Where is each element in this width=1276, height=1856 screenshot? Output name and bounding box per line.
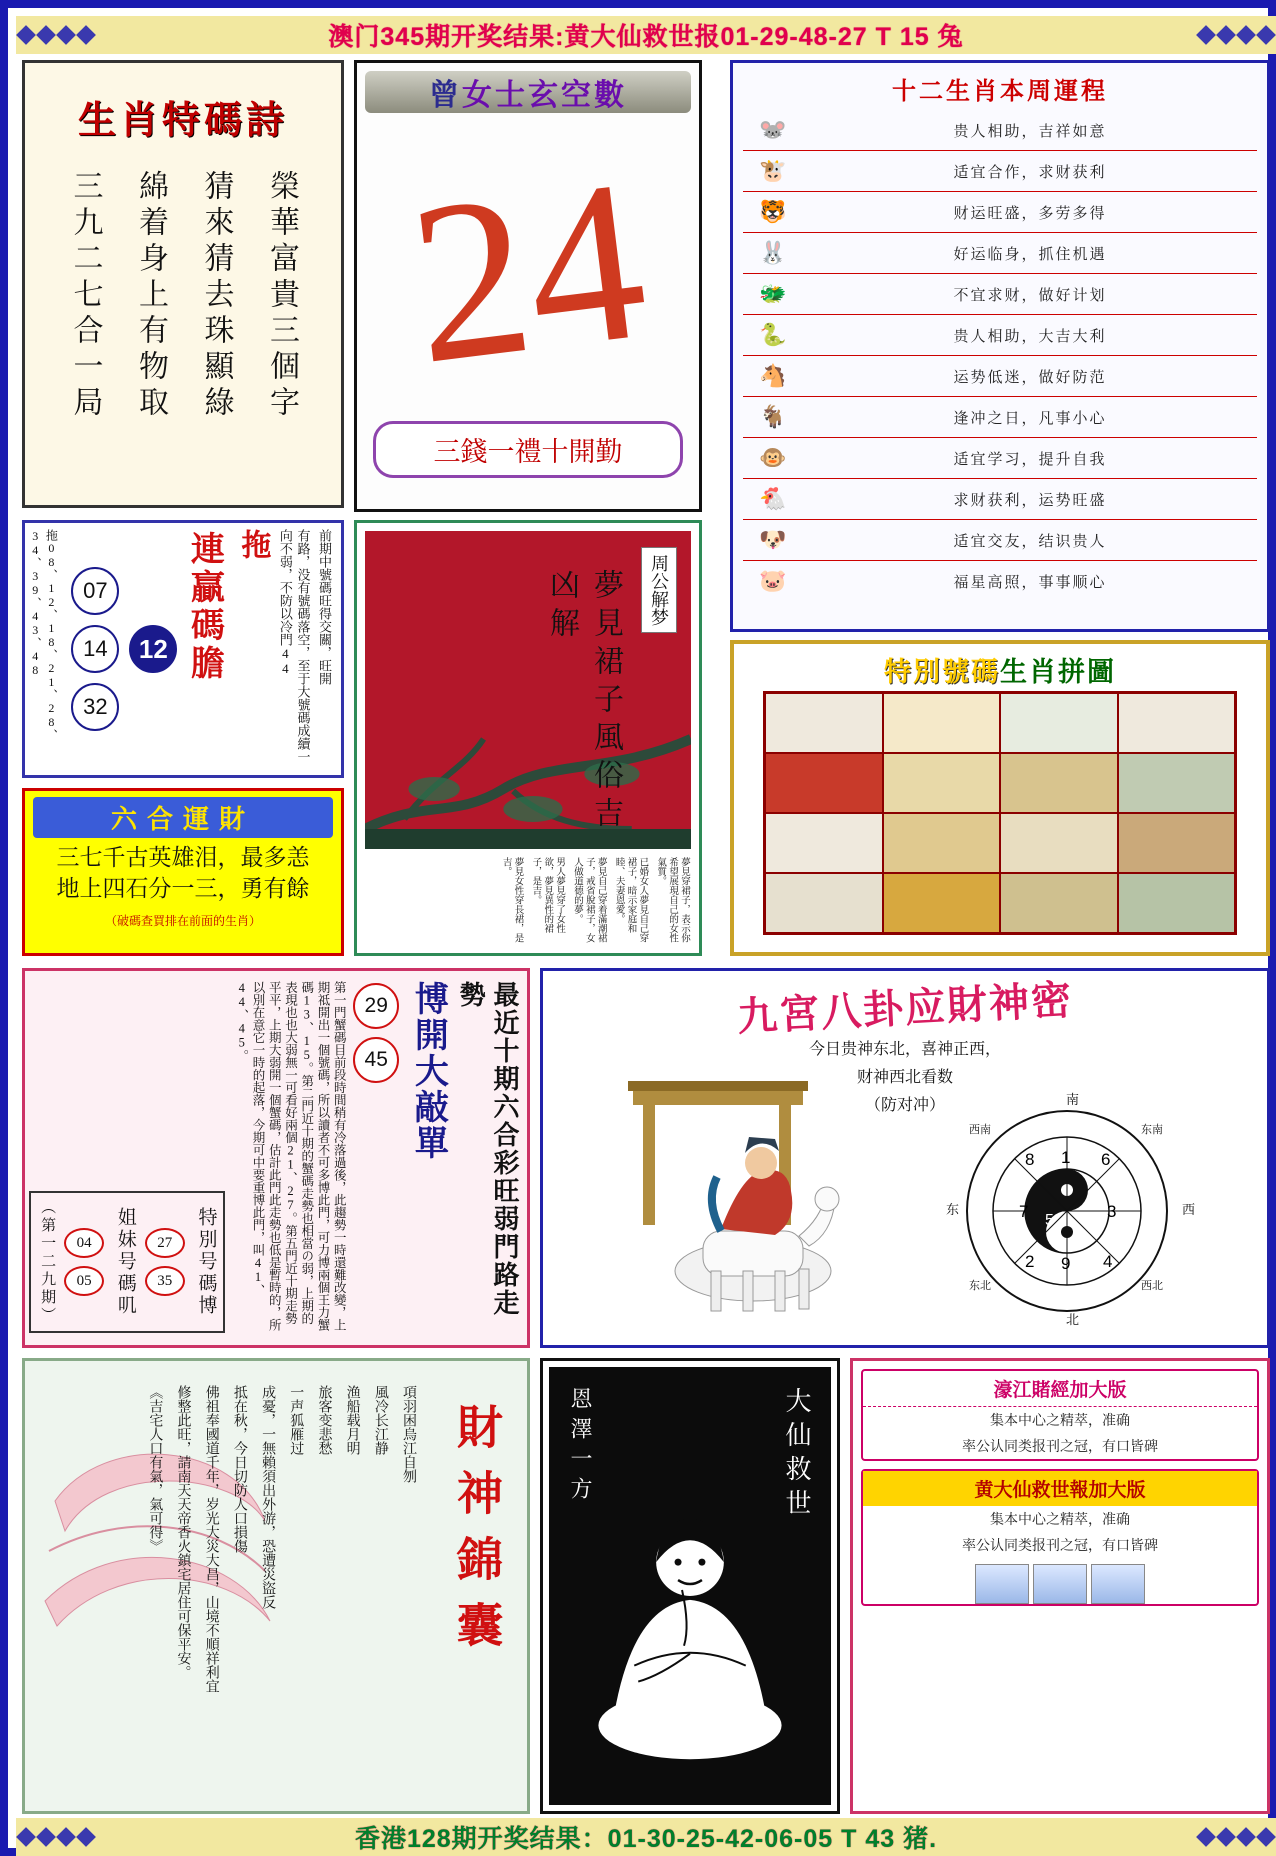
dog-icon: 🐶: [759, 527, 787, 552]
puzzle-cell: [1000, 813, 1118, 873]
god-of-wealth-on-horse-icon: [603, 1081, 893, 1331]
caishen-columns: [145, 1385, 417, 1715]
ad-box[interactable]: [861, 1369, 1259, 1461]
caishen-col: 抵在秋，今日切防人口損傷: [231, 1385, 247, 1553]
ad-header: 黄大仙救世報加大版: [863, 1471, 1257, 1506]
bottom-result-banner: [16, 1818, 1276, 1856]
daxian-artwork: [549, 1367, 831, 1805]
zodiac-row-text: 适宜交友，结识贵人: [953, 533, 1107, 550]
jiugong-bagua-panel: [540, 968, 1270, 1348]
dream-text-col: 夢見女性穿長裙，是吉。: [500, 857, 523, 943]
puzzle-cell: [883, 753, 1001, 813]
zodiac-row: [743, 479, 1257, 520]
horse-icon: 🐴: [759, 363, 787, 388]
liuhe-title: 六合運財: [33, 797, 333, 838]
zodiac-row-text: 财运旺盛，多劳多得: [953, 205, 1107, 222]
dream-text-columns: [357, 857, 699, 945]
dream-text-col: 已婚女人夢見自己穿裙子，暗示家庭和睦、夫妻恩愛。: [613, 857, 648, 943]
puzzle-cell: [1118, 873, 1236, 933]
ad-thumbnails: [863, 1564, 1257, 1604]
monkey-icon: 🐵: [759, 445, 787, 470]
zodiac-row: [743, 274, 1257, 315]
zodiac-row-text: 适宜学习，提升自我: [953, 451, 1107, 468]
bokai-box-label2: 姐妹号碼叽: [114, 1207, 136, 1317]
bokai-ball: 29: [353, 983, 399, 1029]
compass-dir-sw: 东北: [969, 1280, 991, 1292]
zodiac-row-text: 贵人相助，大吉大利: [953, 328, 1107, 345]
svg-text:2: 2: [1025, 1252, 1035, 1271]
tree-branch-icon: [365, 679, 691, 849]
xuankong-footer: 三錢一禮十開勤: [373, 421, 683, 478]
bokai-box-ball: 05: [64, 1266, 104, 1296]
zodiac-row: [743, 110, 1257, 151]
bokai-box-ball: 04: [64, 1228, 104, 1258]
zodiac-row-text: 不宜求财，做好计划: [953, 287, 1107, 304]
svg-text:3: 3: [1107, 1202, 1117, 1221]
bokai-body-text: 第一門蟹碼目前段時間稍有冷落過後，此趨勢一時還難改變，上期祗開出一個號碼，所以讀者不可多博此門，可力博兩個王力蟹碼13、15。第二門近十期的蟹碼走勢也相當の弱，上期的表現也也大弱無一可看好兩個21、27。第五門近十期走勢平平，上期大弱開一個蟹碼，估計此門此走勢也低是暫時的，所以別在意它一時的起落，今期可中要重博此門，叫41、44、45。: [234, 981, 347, 1331]
lianying-ball: 14: [71, 625, 119, 673]
zodiac-row: [743, 438, 1257, 479]
poem-line: 猜來猜去珠顯綠: [199, 170, 233, 422]
zodiac-row-text: 贵人相助，吉祥如意: [953, 123, 1107, 140]
zodiac-week-rows: [733, 110, 1267, 601]
compass-dir-e: 西: [1181, 1202, 1195, 1217]
dream-text-col: 夢見穿裙子，表示你希望展現自己的女性氣質。: [655, 857, 689, 943]
lianying-title: 連贏碼膽: [185, 531, 223, 683]
puzzle-cell: [765, 813, 883, 873]
zodiac-row: [743, 233, 1257, 274]
zodiac-row: [743, 561, 1257, 601]
poem-line: 三九二七合一局: [68, 170, 102, 422]
ox-icon: 🐮: [759, 158, 787, 183]
svg-text:8: 8: [1025, 1150, 1035, 1169]
zodiac-row: [743, 151, 1257, 192]
dream-text-col: 男人夢見穿了女性欲，夢見異性的裙子，是吉。: [530, 857, 565, 933]
puzzle-title: [734, 650, 1266, 689]
svg-text:4: 4: [1103, 1252, 1113, 1271]
jiugong-sub1: 今日贵神东北，喜神正西，: [808, 1041, 1001, 1058]
bokai-headline: 最近十期六合彩旺弱門路走勢: [456, 981, 519, 1317]
zodiac-week-panel: [730, 60, 1270, 632]
dream-artwork: [365, 531, 691, 849]
dream-interpretation-panel: [354, 520, 702, 956]
bokai-box-label: 特別号碼博: [195, 1207, 217, 1317]
top-banner-text: 澳门345期开奖结果:黄大仙救世报01-29-48-27 T 15 兔: [328, 23, 964, 51]
goat-icon: 🐐: [759, 404, 787, 429]
zodiac-row-text: 求财获利，运势旺盛: [953, 492, 1107, 509]
lianying-main-ball: 12: [129, 625, 177, 673]
svg-text:6: 6: [1101, 1150, 1111, 1169]
zodiac-week-title: 十二生肖本周運程: [892, 79, 1108, 105]
svg-text:9: 9: [1061, 1254, 1071, 1273]
daxian-left-text: 恩澤一方: [568, 1387, 593, 1507]
compass-dir-nw: 东南: [1141, 1124, 1163, 1136]
daxian-right-text: 大仙救世: [782, 1387, 811, 1523]
special-number-puzzle-panel: [730, 640, 1270, 956]
bokai-balls: [349, 977, 403, 1339]
zodiac-row-text: 好运临身，抓住机遇: [953, 246, 1107, 263]
zodiac-row-text: 适宜合作，求财获利: [953, 164, 1107, 181]
compass-dir-n: 南: [1065, 1092, 1079, 1107]
caishen-jinnang-panel: [22, 1358, 530, 1814]
puzzle-title-green: 生肖拼圖: [1000, 657, 1116, 687]
dragon-icon: 🐲: [759, 281, 787, 306]
lianying-text-mid: 有路，没有號碼落空，至于大號碼成續一向不弱，不防以冷門44: [277, 529, 311, 763]
jiugong-sub2: 财神西北看数: [856, 1069, 953, 1086]
liuhe-note: （破碼查買排在前面的生肖）: [104, 914, 261, 929]
compass-dir-w: 东: [945, 1202, 959, 1217]
puzzle-title-yellow: 特別號碼: [884, 657, 1000, 687]
bottom-banner-text: 香港128期开奖结果：01-30-25-42-06-05 T 43 猪.: [354, 1825, 938, 1853]
lianying-panel: [22, 520, 344, 778]
bokai-ball: 45: [353, 1037, 399, 1083]
caishen-col: 風冷长江静: [372, 1385, 388, 1455]
zodiac-row: [743, 520, 1257, 561]
ad-line: 率公认同类报刊之冠，有口皆碑: [962, 1539, 1158, 1554]
advertisement-panel: [850, 1358, 1270, 1814]
caishen-col: 《吉宅人口有氣，氣可得》: [147, 1385, 163, 1553]
caishen-col: 修整此旺，請南天天帝香火鎮宅居住可保平安。: [175, 1385, 191, 1679]
puzzle-grid: [763, 691, 1237, 935]
rooster-icon: 🐔: [759, 486, 787, 511]
lianying-text-left: 拖08、12、18、21、28、34、39、43、48: [28, 529, 59, 741]
svg-text:7: 7: [1019, 1202, 1029, 1221]
zodiac-row: [743, 356, 1257, 397]
dream-label: 周公解梦: [641, 547, 677, 633]
caishen-col: 旅客变悲愁: [316, 1385, 332, 1455]
caishen-col: 渔船载月明: [344, 1385, 360, 1455]
tiger-icon: 🐯: [759, 199, 787, 224]
bokai-box-note: （第一二九期）: [39, 1199, 56, 1325]
xuankong-panel: [354, 60, 702, 512]
puzzle-cell: [883, 693, 1001, 753]
svg-text:5: 5: [1045, 1212, 1054, 1229]
caishen-col: 項羽困烏江自刎: [401, 1385, 416, 1483]
lianying-text-right: 前期中號碼旺得交關，旺開: [317, 529, 333, 685]
puzzle-cell: [1118, 693, 1236, 753]
svg-text:1: 1: [1061, 1148, 1071, 1167]
caishen-col: 佛祖奉國道千年，岁光大災大昌，山境不順祥利宜: [203, 1385, 219, 1693]
rabbit-icon: 🐰: [759, 240, 787, 265]
xuankong-title-prefix: 曾: [429, 79, 462, 112]
ad-thumbnail: [1033, 1564, 1087, 1604]
puzzle-cell: [765, 753, 883, 813]
bokai-dadanddan-panel: [22, 968, 530, 1348]
caishen-col: 一声狐雁过: [288, 1385, 304, 1455]
puzzle-cell: [883, 873, 1001, 933]
top-result-banner: [16, 16, 1276, 54]
liuhe-line: 三七千古英雄泪，最多恙: [56, 845, 310, 870]
ad-line: 集本中心之精萃，准确: [990, 1414, 1130, 1429]
rat-icon: 🐭: [759, 117, 787, 142]
zodiac-row: [743, 397, 1257, 438]
zodiac-poem-panel: [22, 60, 344, 508]
puzzle-cell: [1118, 813, 1236, 873]
zodiac-row-text: 逢冲之日，凡事小心: [953, 410, 1107, 427]
poem-columns: [25, 170, 341, 422]
puzzle-cell: [883, 813, 1001, 873]
compass-dir-se: 西北: [1141, 1280, 1163, 1292]
xuankong-title: 女士玄空數: [462, 79, 627, 112]
snake-icon: 🐍: [759, 322, 787, 347]
poem-line: 綿着身上有物取: [134, 170, 167, 422]
bokai-special-box: [29, 1191, 226, 1333]
zodiac-row: [743, 315, 1257, 356]
bokai-box-ball: 35: [145, 1266, 185, 1296]
puzzle-cell: [765, 873, 883, 933]
ad-thumbnail: [975, 1564, 1029, 1604]
dream-text-col: 夢見自己穿着滿潮裙子，戒省脫裙子，女人做道德的夢。: [572, 857, 606, 943]
ad-thumbnail: [1091, 1564, 1145, 1604]
daxian-jiushi-panel: [540, 1358, 840, 1814]
bokai-box-ball: 27: [145, 1228, 185, 1258]
lianying-tuo-label: 拖: [236, 529, 270, 559]
jiugong-title: 九宮八卦应財神密: [736, 977, 1075, 1040]
zodiac-row: [743, 192, 1257, 233]
compass-dir-ne: 西南: [969, 1124, 991, 1136]
jiugong-sub3: （防对冲）: [864, 1097, 945, 1114]
xuankong-number: 24: [398, 130, 658, 412]
ad-line: 集本中心之精萃，准确: [990, 1513, 1130, 1528]
dream-title: 夢見裙子風俗吉凶解: [545, 569, 622, 835]
poem-line: 榮華富貴三個字: [265, 170, 298, 422]
caishen-col: 成憂，一無賴須出外游，恐遭災盜反: [260, 1385, 276, 1609]
ad-box[interactable]: [861, 1469, 1259, 1606]
lianying-balls: [61, 523, 129, 775]
caishen-title: 財神錦囊: [451, 1403, 502, 1667]
lianying-ball: 32: [71, 683, 119, 731]
zodiac-row-text: 运势低迷，做好防范: [953, 369, 1107, 386]
puzzle-cell: [1118, 753, 1236, 813]
compass-dir-s: 北: [1065, 1312, 1079, 1327]
puzzle-cell: [765, 693, 883, 753]
pig-icon: 🐷: [759, 568, 787, 593]
poem-title: 生肖特碼詩: [77, 100, 288, 142]
bokai-headline-blue: 博開大敲單: [409, 981, 447, 1161]
ad-line: 率公认同类报刊之冠，有口皆碑: [962, 1440, 1158, 1455]
liuhe-line: 地上四石分一三，勇有餘: [56, 876, 310, 902]
zodiac-row-text: 福星高照，事事顺心: [953, 574, 1107, 591]
liuhe-yuncai-panel: [22, 788, 344, 956]
ad-header: 濠江賭經加大版: [863, 1371, 1257, 1407]
puzzle-cell: [1000, 753, 1118, 813]
puzzle-cell: [1000, 693, 1118, 753]
puzzle-cell: [1000, 873, 1118, 933]
lianying-ball: 07: [71, 567, 119, 615]
